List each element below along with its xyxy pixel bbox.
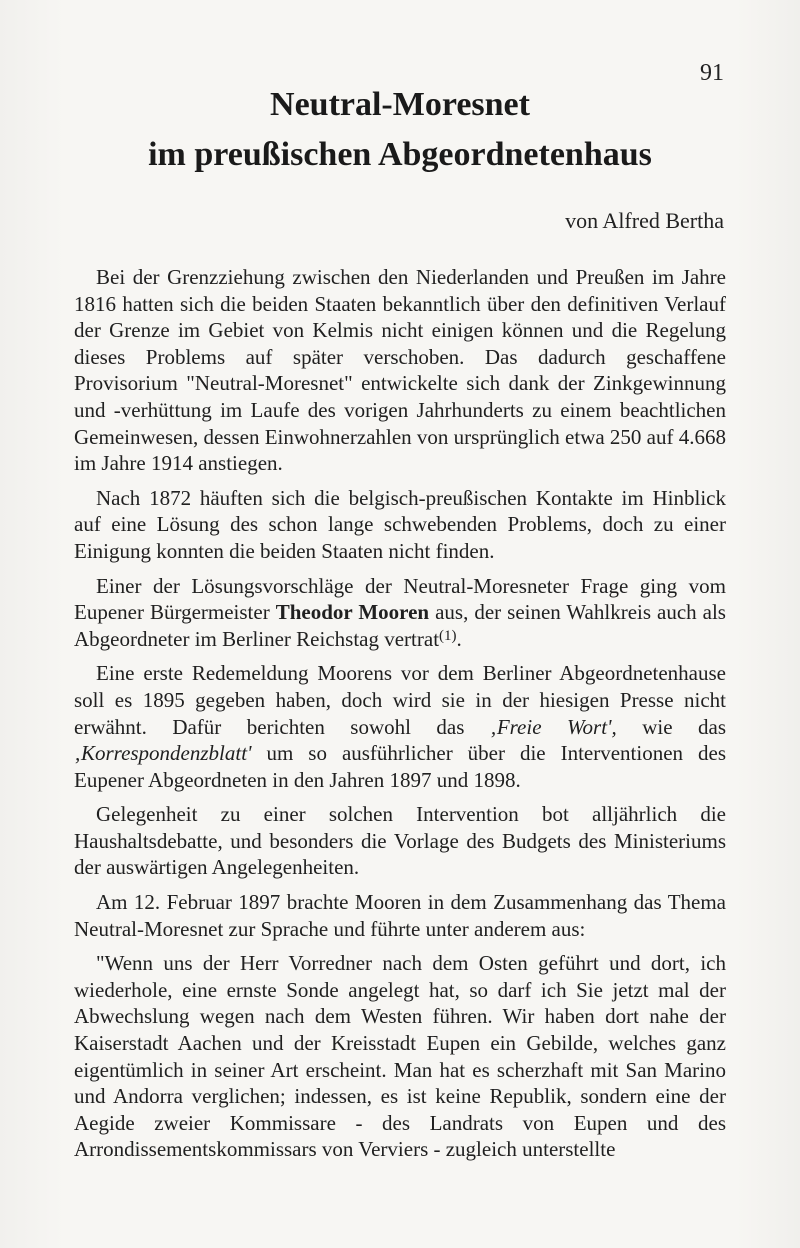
- paragraph-4-text-after: um so ausführlicher über die Interventionen des Eupener Abgeordneten in den Jahren 1897 und 1898.: [74, 741, 726, 792]
- paragraph-3-text-after: aus, der seinen Wahlkreis auch als Abgeordneter im Berliner Reichstag vertrat: [74, 600, 726, 651]
- paragraph-5: Gelegenheit zu einer solchen Intervention bot alljährlich die Haushaltsdebatte, und besonders die Vorlage des Budgets des Ministeriums der auswärtigen Angelegenheiten.: [74, 802, 726, 880]
- korrespondenzblatt-title: ‚Korrespondenzblatt': [74, 741, 252, 766]
- paragraph-6: Am 12. Februar 1897 brachte Mooren in dem Zusammenhang das Thema Neutral-Moresnet zur Sprache und führte unter anderem aus:: [74, 890, 726, 941]
- paragraph-2: Nach 1872 häuften sich die belgisch-preußischen Kontakte im Hinblick auf eine Lösung des schon lange schwebenden Problems, doch zu einer Einigung konnten die beiden Staaten nicht finden.: [74, 485, 726, 563]
- paragraph-3-text-before: Einer der Lösungsvorschläge der Neutral-Moresneter Frage ging vom Eupener Bürgermeister: [74, 573, 726, 625]
- paragraph-3-end: .: [456, 626, 462, 651]
- author-byline: von Alfred Bertha: [565, 208, 724, 233]
- paragraph-1: Bei der Grenzziehung zwischen den Niederlanden und Preußen im Jahre 1816 hatten sich die beiden Staaten bekanntlich über den definitiven Verlauf der Grenze im Gebiet von Kelmis nicht einigen können und die Regelung dieses Problems auf später verschoben. Das dadurch geschaffene Provisorium "Neutral-Moresnet" entwickelte sich dank der Zinkgewinnung und -verhüttung im Laufe des vorigen Jahrhunderts zu einem beachtlichen Gemeinwesen, dessen Einwohnerzahlen von ursprünglich etwa 250 auf 4.668 im Jahre 1914 anstiegen.: [74, 265, 726, 476]
- footnote-reference-1: (1): [439, 627, 457, 644]
- paragraph-3: [74, 573, 726, 653]
- article-body: [74, 264, 726, 1163]
- paragraph-4-text-middle: wie das: [616, 714, 726, 739]
- paragraph-7-quote: "Wenn uns der Herr Vorredner nach dem Osten geführt und dort, ich wiederhole, eine ernste Sonde angelegt hat, so darf ich Sie jetzt mal der Abwechslung wegen nach dem Westen führen. Wir haben dort nahe der Kaiserstadt Aachen und der Kreisstadt Eupen ein Gebilde, welches ganz eigentümlich in seiner Art erscheint. Man hat es scherzhaft mit San Marino und Andorra verglichen; indessen, es ist keine Republik, sondern eine der Aegide zweier Kommissare - des Landrats von Eupen und des Arrondissementskommissars von Verviers - zugleich unterstellte: [74, 951, 726, 1162]
- page-number: 91: [700, 60, 724, 86]
- paragraph-4: [74, 660, 726, 793]
- theodor-mooren-name: Theodor Mooren: [275, 600, 430, 625]
- article-title-line-1: Neutral-Moresnet: [270, 86, 530, 123]
- paragraph-4-text-before: Eine erste Redemeldung Moorens vor dem Berliner Abgeordnetenhause soll es 1895 gegeben haben, doch wird sie in der hiesigen Presse nicht erwähnt. Dafür berichten sowohl das: [74, 661, 726, 739]
- freie-wort-title: ‚Freie Wort',: [489, 714, 617, 739]
- article-title-line-2: im preußischen Abgeordnetenhaus: [148, 136, 652, 173]
